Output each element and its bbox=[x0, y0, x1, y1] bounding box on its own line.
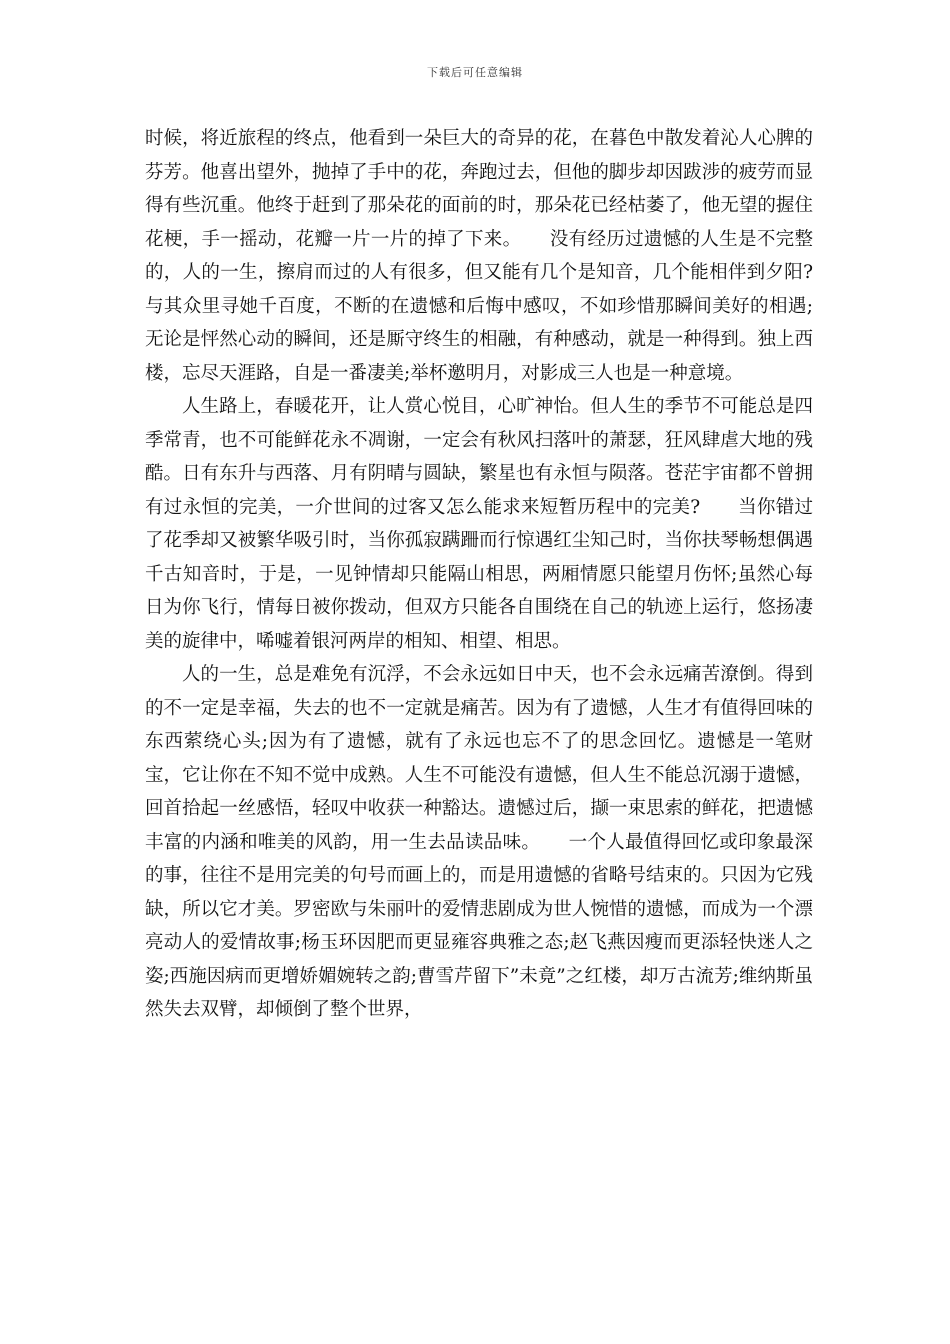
document-body bbox=[145, 122, 813, 1027]
paragraph-3: 人的一生，总是难免有沉浮，不会永远如日中天，也不会永远痛苦潦倒。得到的不一定是幸福，失去的也不一定就是痛苦。因为有了遗憾，人生才有值得回味的东西萦绕心头;因为有了遗憾，就有了永远也忘不了的思念回忆。遗憾是一笔财宝，它让你在不知不觉中成熟。人生不可能没有遗憾，但人生不能总沉溺于遗憾，回首拾起一丝感悟，轻叹中收获一种豁达。遗憾过后，撷一束思索的鲜花，把遗憾丰富的内涵和唯美的风韵，用一生去品读品味。 一个人最值得回忆或印象最深的事，往往不是用完美的句号而画上的，而是用遗憾的省略号结束的。只因为它残缺，所以它才美。罗密欧与朱丽叶的爱情悲剧成为世人惋惜的遗憾，而成为一个漂亮动人的爱情故事;杨玉环因肥而更显雍容典雅之态;赵飞燕因瘦而更添轻快迷人之姿;西施因病而更增娇媚婉转之韵;曹雪芹留下”未竟”之红楼，却万古流芳;维纳斯虽然失去双臂，却倾倒了整个世界， bbox=[145, 664, 813, 1020]
paragraph-2: 人生路上，春暖花开，让人赏心悦目，心旷神怡。但人生的季节不可能总是四季常青，也不可能鲜花永不凋谢，一定会有秋风扫落叶的萧瑟，狂风肆虐大地的残酷。日有东升与西落、月有阴晴与圆缺，繁星也有永恒与陨落。苍茫宇宙都不曾拥有过永恒的完美，一介世间的过客又怎么能求来短暂历程中的完美? 当你错过了花季却又被繁华吸引时，当你孤寂蹒跚而行惊遇红尘知己时，当你扶琴畅想偶遇千古知音时，于是，一见钟情却只能隔山相思，两厢情愿只能望月伤怀;虽然心每日为你飞行，情每日被你拨动，但双方只能各自围绕在自己的轨迹上运行，悠扬凄美的旋律中，唏嘘着银河两岸的相知、相望、相思。 bbox=[145, 396, 813, 652]
paragraph-1: 时候，将近旅程的终点，他看到一朵巨大的奇异的花，在暮色中散发着沁人心脾的芬芳。他喜出望外，抛掉了手中的花，奔跑过去，但他的脚步却因跋涉的疲劳而显得有些沉重。他终于赶到了那朵花的面前的时，那朵花已经枯萎了，他无望的握住花梗，手一摇动，花瓣一片一片的掉了下来。 没有经历过遗憾的人生是不完整的，人的一生，擦肩而过的人有很多，但又能有几个是知音，几个能相伴到夕阳?与其众里寻她千百度，不断的在遗憾和后悔中感叹，不如珍惜那瞬间美好的相遇;无论是怦然心动的瞬间，还是厮守终生的相融，有种感动，就是一种得到。独上西楼，忘尽天涯路，自是一番凄美;举杯邀明月，对影成三人也是一种意境。 bbox=[145, 128, 813, 384]
page-header: 下载后可任意编辑 bbox=[427, 66, 523, 79]
